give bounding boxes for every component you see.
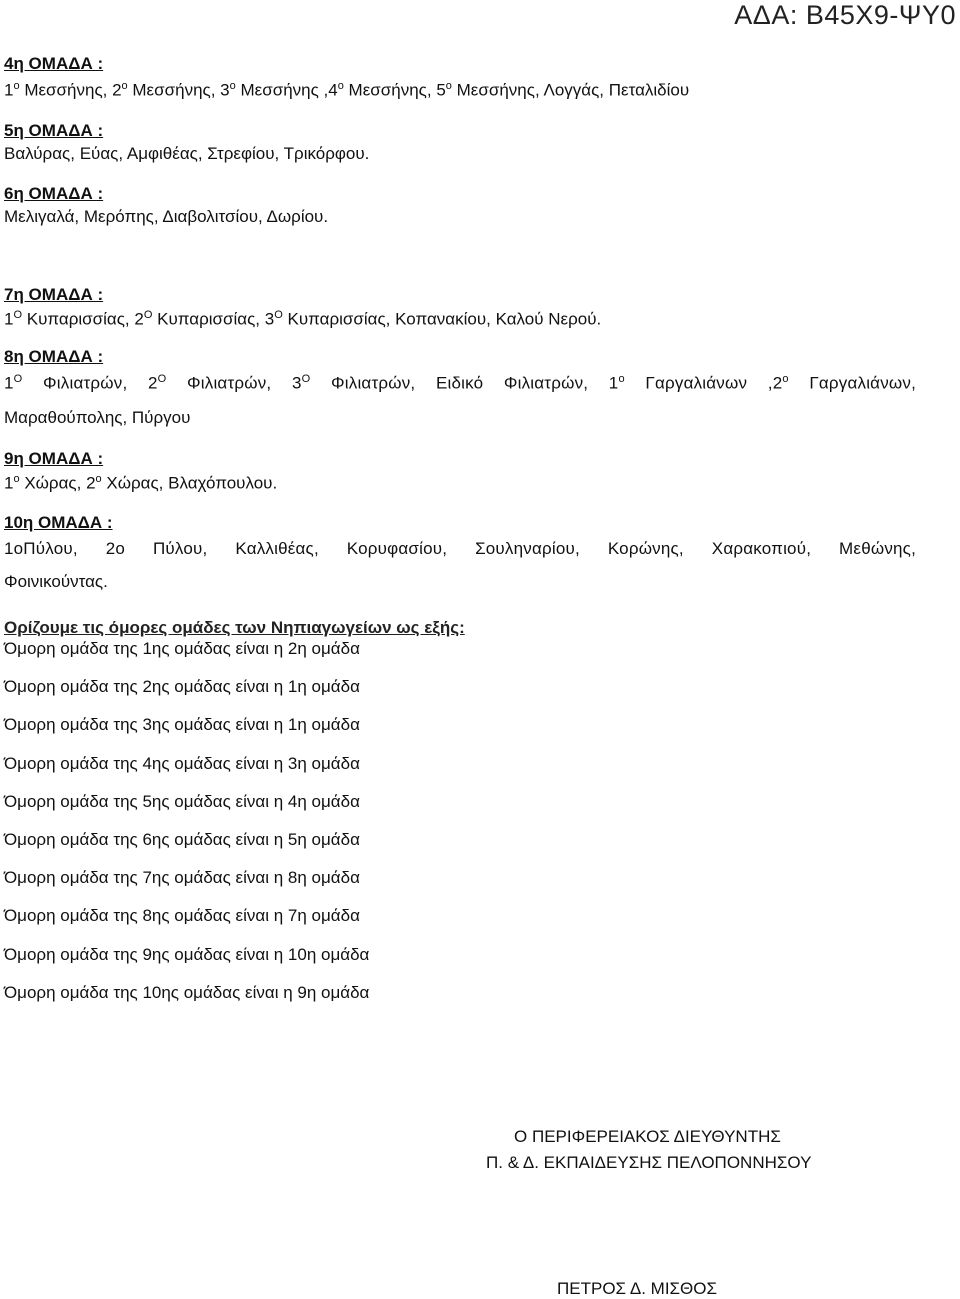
group-members: Βαλύρας, Εύας, Αμφιθέας, Στρεφίου, Τρικόρφου. bbox=[4, 144, 370, 163]
neighbors-heading: Ορίζουμε τις όμορες ομάδες των Νηπιαγωγείων ως εξής: bbox=[4, 618, 465, 637]
signature-role-line1: Ο ΠΕΡΙΦΕΡΕΙΑΚΟΣ ΔΙΕΥΘΥΝΤΗΣ bbox=[514, 1127, 781, 1146]
group-10 bbox=[4, 513, 916, 592]
neighbor-line: Όμορη ομάδα της 1ης ομάδας είναι η 2η ομάδα bbox=[4, 639, 360, 658]
group-title: 6η ΟΜΑΔΑ : bbox=[4, 184, 104, 203]
group-members: $1^O$ Φιλιατρών, $2^O$ Φιλιατρών, $3^O$ Φιλιατρών, Ειδικό Φιλιατρών, $1^o$ Γαργαλιάνων $,2^o$ Γαργαλιάνων, bbox=[4, 373, 917, 393]
signature-role-line2: Π. & Δ. ΕΚΠΑΙΔΕΥΣΗΣ ΠΕΛΟΠΟΝΝΗΣΟΥ bbox=[486, 1153, 812, 1172]
group-members-cont: Μαραθούπολης, Πύργου bbox=[4, 407, 191, 427]
neighbors-section bbox=[4, 618, 916, 1012]
group-members-cont: Φοινικούντας. bbox=[4, 572, 108, 591]
group-members: 1οΠύλου, 2ο Πύλου, Καλλιθέας, Κορυφασίου, Σουληναρίου, Κορώνης, Χαρακοπιού, Μεθώνης, bbox=[4, 539, 916, 558]
group-members: Μελιγαλά, Μερόπης, Διαβολιτσίου, Δωρίου. bbox=[4, 207, 329, 226]
neighbor-line: Όμορη ομάδα της 9ης ομάδας είναι η 10η ομάδα bbox=[4, 944, 370, 964]
group-members: $1^O$ Κυπαρισσίας, $2^O$ Κυπαρισσίας, $3^O$ Κυπαρισσίας, Κοπανακίου, Καλού Νερού. bbox=[4, 309, 602, 329]
group-title: 10η ΟΜΑΔΑ : bbox=[4, 513, 113, 532]
ada-code: ΑΔΑ: Β45Χ9-ΨΥ0 bbox=[734, 0, 956, 30]
group-title: 5η ΟΜΑΔΑ : bbox=[4, 121, 104, 140]
group-title: 4η ΟΜΑΔΑ : bbox=[4, 54, 104, 73]
neighbor-line: Όμορη ομάδα της 6ης ομάδας είναι η 5η ομάδα bbox=[4, 829, 360, 849]
neighbor-line: Όμορη ομάδα της 3ης ομάδας είναι η 1η ομάδα bbox=[4, 715, 360, 735]
signature-name: ΠΕΤΡΟΣ Δ. ΜΙΣΘΟΣ bbox=[557, 1279, 718, 1298]
neighbor-line: Όμορη ομάδα της 7ης ομάδας είναι η 8η ομάδα bbox=[4, 868, 360, 888]
neighbor-line: Όμορη ομάδα της 8ης ομάδας είναι η 7η ομάδα bbox=[4, 906, 360, 926]
group-6 bbox=[4, 184, 916, 227]
group-9 bbox=[4, 449, 916, 494]
group-title: 8η ΟΜΑΔΑ : bbox=[4, 347, 104, 366]
group-title: 9η ΟΜΑΔΑ : bbox=[4, 449, 104, 468]
group-7 bbox=[4, 285, 916, 330]
group-5 bbox=[4, 121, 916, 164]
group-8 bbox=[4, 347, 916, 428]
neighbor-line: Όμορη ομάδα της 5ης ομάδας είναι η 4η ομάδα bbox=[4, 791, 360, 811]
group-members: $1^o$ Χώρας, $2^o$ Χώρας, Βλαχόπουλου. bbox=[4, 473, 278, 493]
neighbor-line: Όμορη ομάδα της 4ης ομάδας είναι η 3η ομάδα bbox=[4, 753, 360, 773]
neighbors-list bbox=[4, 630, 916, 1012]
group-4 bbox=[4, 54, 916, 101]
neighbor-line: Όμορη ομάδα της 2ης ομάδας είναι η 1η ομάδα bbox=[4, 677, 360, 697]
group-members: $1^o$ Μεσσήνης, $2^o$ Μεσσήνης, $3^o$ Μεσσήνης $,4^o$ Μεσσήνης, $5^o$ Μεσσήνης, Λογγάς, Πεταλιδίου bbox=[4, 80, 690, 100]
group-title: 7η ΟΜΑΔΑ : bbox=[4, 285, 104, 304]
neighbor-line: Όμορη ομάδα της 10ης ομάδας είναι η 9η ομάδα bbox=[4, 982, 370, 1002]
